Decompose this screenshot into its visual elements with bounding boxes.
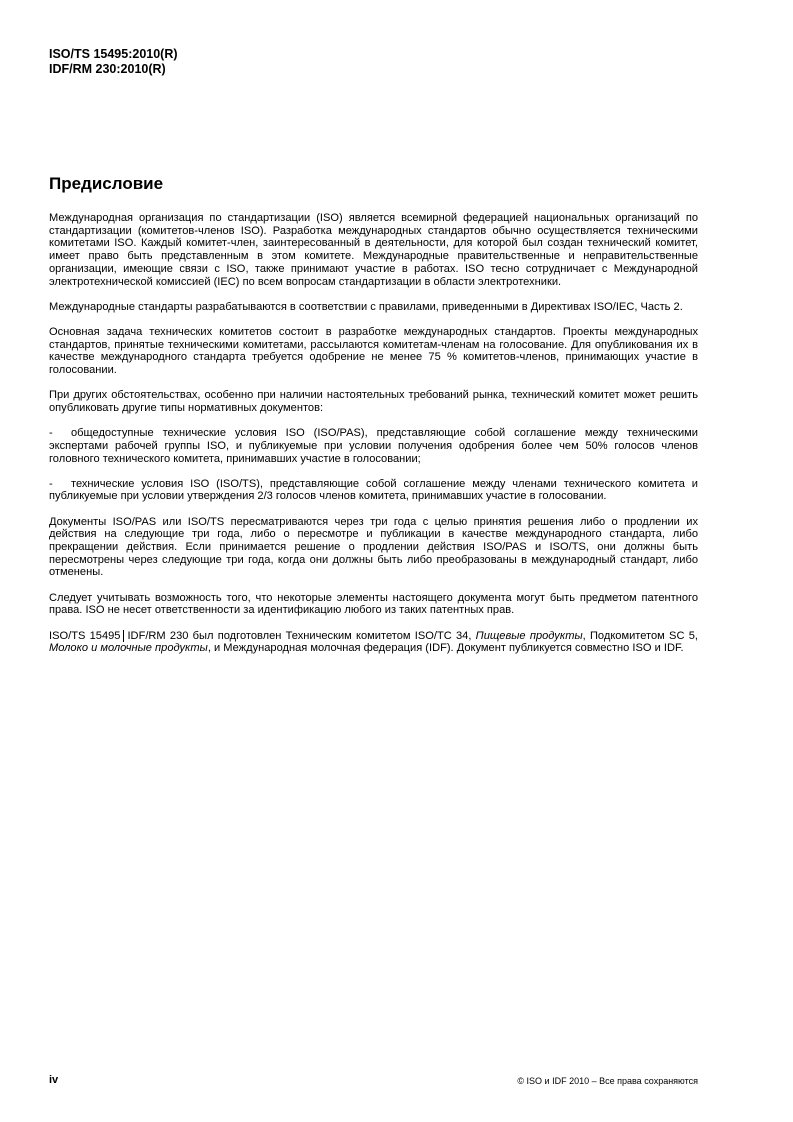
paragraph-iso-intro: Международная организация по стандартизации (ISO) является всемирной федерацией национальных организаций по стандартизации (комитетов-членов ISO). Разработка международных стандартов обычно осуществляется техническими комитетами ISO. Каждый комитет-член, заинтересованный в деятельности, для которой был создан технический комитет, имеет право быть представленным в этом комитете. Международные правительственные и неправительственные организации, имеющие связи с ISO, также принимают участие в работах. ISO тесно сотрудничает с Международной электротехнической комиссией (IEC) по всем вопросам стандартизации в области электротехники. [49, 212, 698, 288]
doc-id-idf: IDF/RM 230:2010(R) [49, 61, 166, 76]
paragraph-other-documents: При других обстоятельствах, особенно при наличии настоятельных требований рынка, технический комитет может решить опубликовать другие типы нормативных документов: [49, 389, 698, 414]
preparation-text-3: , и Международная молочная федерация (IDF). Документ публикуется совместно ISO и IDF. [207, 642, 684, 655]
paragraph-technical-committees: Основная задача технических комитетов состоит в разработке международных стандартов. Проекты международных стандартов, принятые техническими комитетами, рассылаются комитетам-членам на голосование. Для опубликования их в качестве международного стандарта требуется одобрение не менее 75 % комитетов-членов, принимающих участие в голосовании. [49, 325, 698, 377]
preparation-text-2: , Подкомитетом SC 5, [582, 629, 698, 642]
preparation-text-1: IDF/RM 230 был подготовлен Техническим комитетом ISO/TC 34, [127, 629, 476, 642]
doc-id-iso: ISO/TS 15495:2010(R) [49, 47, 178, 61]
copyright-notice: © ISO и IDF 2010 – Все права сохраняются [517, 1076, 698, 1086]
page-number: iv [49, 1074, 59, 1086]
page-title: Предисловие [49, 174, 164, 193]
foreword-body [49, 212, 698, 655]
subcommittee-name-milk: Молоко и молочные продукты [49, 642, 208, 655]
list-dash: - [49, 477, 53, 490]
list-item-iso-pas-text: общедоступные технические условия ISO (ISO/PAS), представляющие собой соглашение между техническими экспертами рабочей группы ISO, и публикуемые при условии получения одобрения более чем 50% голосов членов головного технического комитета, принимавших участие в голосовании; [49, 427, 698, 465]
committee-name-food: Пищевые продукты [475, 629, 583, 642]
list-item-iso-ts [49, 478, 698, 503]
paragraph-directives: Международные стандарты разрабатываются в соответствии с правилами, приведенными в Директивах ISO/IEC, Часть 2. [49, 300, 683, 313]
standard-reference: ISO/TS 15495 [49, 630, 124, 642]
paragraph-preparation [49, 630, 698, 655]
list-dash: - [49, 427, 53, 440]
paragraph-patent: Следует учитывать возможность того, что некоторые элементы настоящего документа могут быть предметом патентного права. ISO не несет ответственности за идентификацию любого из таких патентных прав. [49, 591, 698, 617]
document-identifier [49, 47, 178, 76]
paragraph-review: Документы ISO/PAS или ISO/TS пересматриваются через три года с целью принятия решения либо о продлении их действия на следующие три года, либо о пересмотре и публикации в качестве международного стандарта, либо прекращении действия. Если принимается решение о продлении действия ISO/PAS и ISO/TS, они должны быть пересмотрены через следующие три года, когда они должны быть либо преобразованы в международный стандарт, либо отменены. [49, 515, 698, 579]
list-item-iso-ts-text: технические условия ISO (ISO/TS), представляющие собой соглашение между членами технического комитета и публикуемые при условии утверждения 2/3 голосов членов комитета, принимавших участие в голосовании. [49, 477, 698, 503]
list-item-iso-pas [49, 427, 698, 465]
